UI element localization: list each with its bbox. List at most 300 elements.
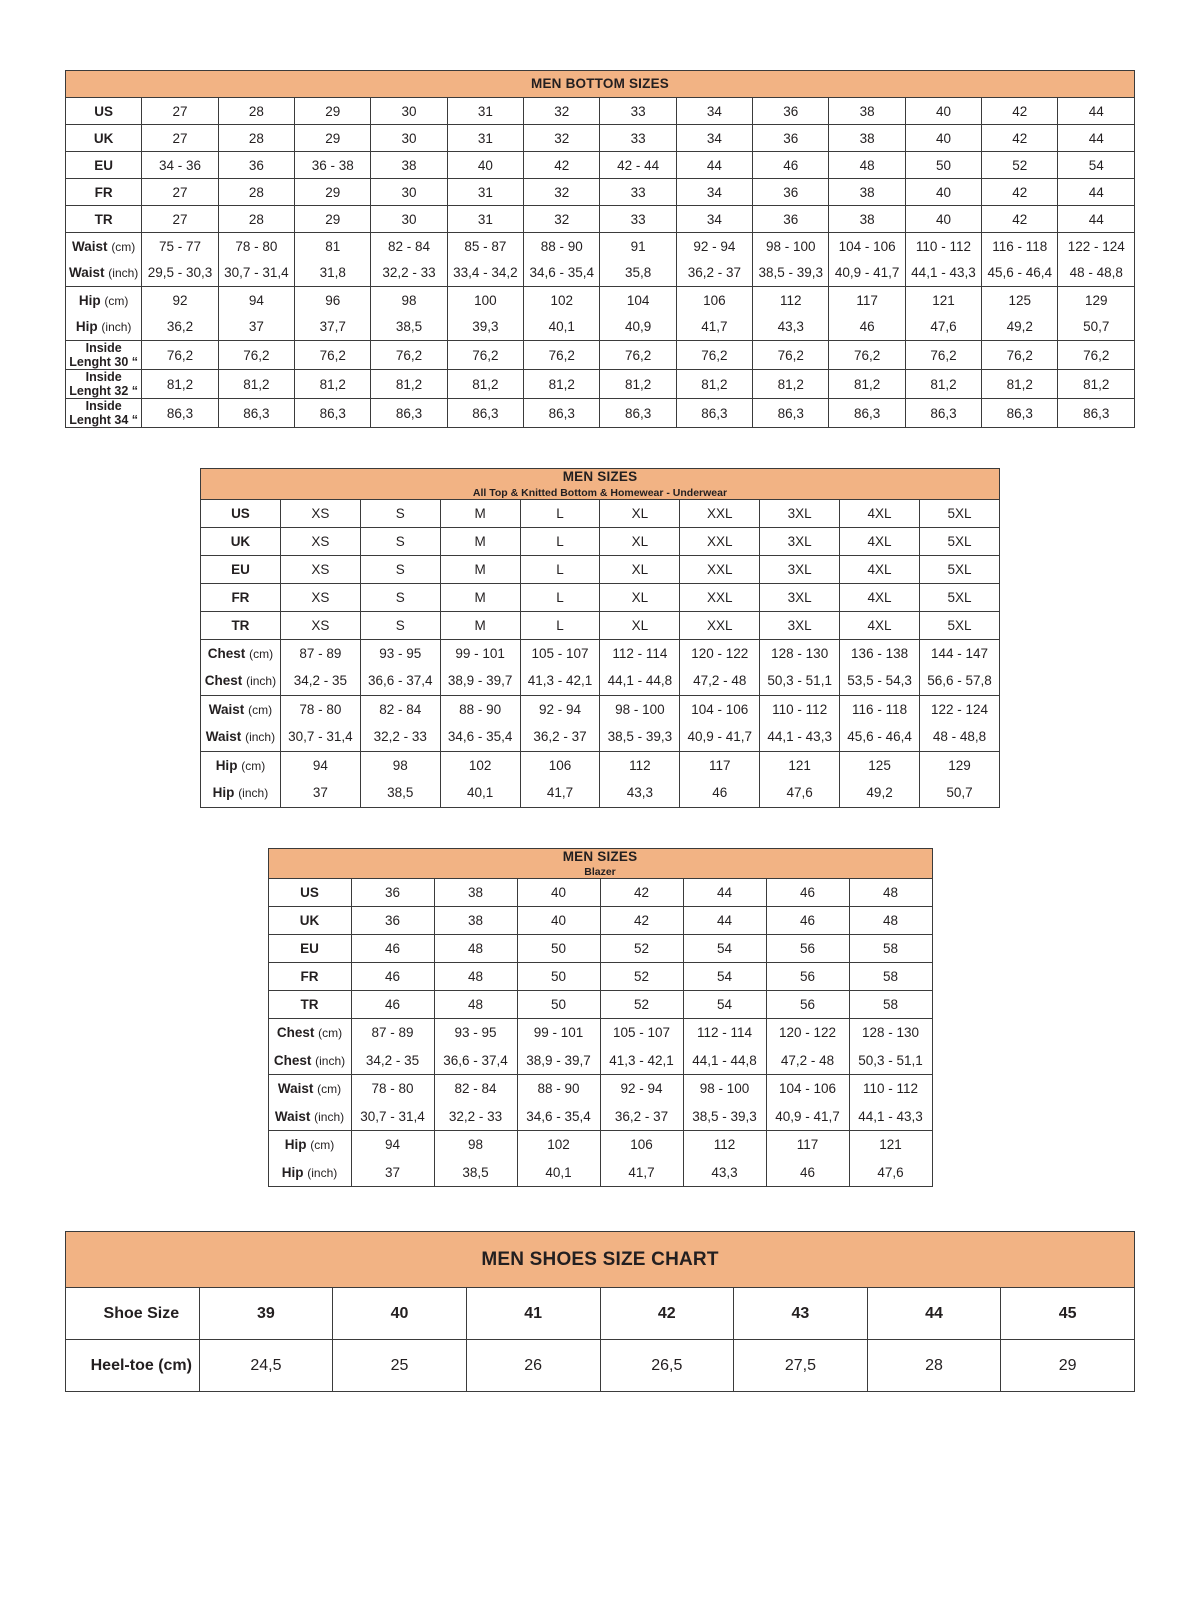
cell: 104	[600, 287, 676, 314]
cell: 38,9 - 39,7	[440, 667, 520, 695]
row-label-unit: (inch)	[315, 1053, 346, 1068]
cell: L	[520, 527, 600, 555]
cell: L	[520, 583, 600, 611]
cell: 24,5	[199, 1340, 333, 1392]
cell: 56	[766, 935, 849, 963]
table-subtitle: Blazer	[584, 866, 616, 879]
cell: 46	[766, 907, 849, 935]
cell: 28	[218, 98, 294, 125]
row-label-waist-inch	[66, 260, 142, 287]
row-label-waist-cm	[201, 695, 281, 723]
cell: 44	[683, 907, 766, 935]
cell: 120 - 122	[766, 1019, 849, 1047]
cell: 38	[829, 98, 905, 125]
cell: 102	[517, 1131, 600, 1159]
table-row	[66, 399, 1135, 428]
cell: 98 - 100	[753, 233, 829, 260]
cell: 106	[676, 287, 752, 314]
cell: 112	[683, 1131, 766, 1159]
cell: 44	[1058, 98, 1135, 125]
cell: 93 - 95	[360, 639, 440, 667]
cell: 40	[905, 98, 981, 125]
row-label-waist-cm	[66, 233, 142, 260]
cell: 44	[676, 152, 752, 179]
cell: 46	[351, 991, 434, 1019]
cell: 129	[1058, 287, 1135, 314]
cell: 29	[295, 125, 371, 152]
cell: XL	[600, 527, 680, 555]
cell: 34,2 - 35	[351, 1047, 434, 1075]
cell: 3XL	[760, 527, 840, 555]
cell: 42	[600, 1288, 734, 1340]
cell: M	[440, 527, 520, 555]
table-row	[66, 1340, 1135, 1392]
cell: 94	[280, 751, 360, 779]
cell: 42	[982, 125, 1058, 152]
cell: 43,3	[753, 314, 829, 341]
row-label-text: Chest	[273, 1052, 312, 1068]
cell: 31	[447, 206, 523, 233]
cell: 99 - 101	[440, 639, 520, 667]
cell: 86,3	[1058, 399, 1135, 428]
cell: 48	[829, 152, 905, 179]
cell: 48	[434, 935, 517, 963]
cell: 40	[517, 907, 600, 935]
table-row	[268, 991, 932, 1019]
row-label-inside-length-30: Inside Lenght 30 “	[66, 341, 142, 370]
row-label-text: Waist	[72, 238, 108, 254]
row-label-text: Hip	[75, 319, 98, 335]
row-label-tr: TR	[268, 991, 351, 1019]
cell: S	[360, 527, 440, 555]
cell: 50,7	[1058, 314, 1135, 341]
cell: 50,7	[920, 779, 1000, 807]
cell: 86,3	[295, 399, 371, 428]
cell: 81,2	[295, 370, 371, 399]
cell: 76,2	[371, 341, 447, 370]
cell: 30	[371, 179, 447, 206]
row-label-unit: (cm)	[249, 646, 274, 661]
cell: 46	[351, 935, 434, 963]
cell: 128 - 130	[760, 639, 840, 667]
row-label-uk: UK	[268, 907, 351, 935]
cell: 78 - 80	[351, 1075, 434, 1103]
row-label-eu: EU	[268, 935, 351, 963]
cell: 38	[371, 152, 447, 179]
table-row	[66, 287, 1135, 314]
table-men-sizes-blazer	[268, 848, 933, 1188]
cell: 3XL	[760, 583, 840, 611]
row-label-unit: (inch)	[246, 674, 277, 689]
cell: XS	[280, 583, 360, 611]
cell: 4XL	[840, 583, 920, 611]
row-label-waist-cm	[268, 1075, 351, 1103]
cell: 88 - 90	[524, 233, 600, 260]
cell: 52	[982, 152, 1058, 179]
table-row	[66, 260, 1135, 287]
row-label-chest-inch	[268, 1047, 351, 1075]
cell: 33,4 - 34,2	[447, 260, 523, 287]
cell: 58	[849, 991, 932, 1019]
cell: 33	[600, 179, 676, 206]
cell: 116 - 118	[840, 695, 920, 723]
cell: 86,3	[905, 399, 981, 428]
cell: 44,1 - 43,3	[849, 1103, 932, 1131]
table-title	[201, 469, 1000, 500]
table-row	[268, 879, 932, 907]
cell: 53,5 - 54,3	[840, 667, 920, 695]
row-label-unit: (inch)	[314, 1109, 345, 1124]
cell: 38,5	[434, 1159, 517, 1187]
cell: 42	[600, 907, 683, 935]
row-label-fr: FR	[66, 179, 142, 206]
table-row	[268, 1019, 932, 1047]
cell: 36	[753, 206, 829, 233]
row-label-hip-cm	[66, 287, 142, 314]
cell: 27	[142, 125, 218, 152]
cell: 76,2	[982, 341, 1058, 370]
table-row	[268, 935, 932, 963]
cell: 104 - 106	[680, 695, 760, 723]
cell: 40,1	[440, 779, 520, 807]
cell: 129	[920, 751, 1000, 779]
row-label-unit: (inch)	[101, 320, 132, 335]
cell: 31,8	[295, 260, 371, 287]
cell: 28	[218, 125, 294, 152]
cell: 76,2	[753, 341, 829, 370]
cell: 38	[829, 125, 905, 152]
cell: 81,2	[142, 370, 218, 399]
cell: 42	[982, 179, 1058, 206]
cell: 52	[600, 991, 683, 1019]
cell: 40,1	[524, 314, 600, 341]
cell: 92	[142, 287, 218, 314]
cell: 98	[434, 1131, 517, 1159]
cell: 58	[849, 935, 932, 963]
cell: 106	[600, 1131, 683, 1159]
cell: XS	[280, 527, 360, 555]
row-label-tr: TR	[66, 206, 142, 233]
cell: 28	[218, 179, 294, 206]
cell: 30,7 - 31,4	[351, 1103, 434, 1131]
cell: 122 - 124	[920, 695, 1000, 723]
row-label-text: Waist	[205, 729, 242, 745]
cell: 38	[829, 179, 905, 206]
cell: 40,9 - 41,7	[766, 1103, 849, 1131]
cell: 81,2	[905, 370, 981, 399]
cell: 45	[1001, 1288, 1135, 1340]
cell: 47,6	[849, 1159, 932, 1187]
row-label-waist-inch	[201, 723, 281, 751]
cell: 86,3	[676, 399, 752, 428]
cell: 36	[351, 879, 434, 907]
cell: 40	[333, 1288, 467, 1340]
table-title-text: MEN SIZES	[562, 469, 638, 484]
table-row	[66, 206, 1135, 233]
cell: 76,2	[600, 341, 676, 370]
cell: 29	[295, 98, 371, 125]
cell: 85 - 87	[447, 233, 523, 260]
cell: 44,1 - 44,8	[600, 667, 680, 695]
cell: 102	[440, 751, 520, 779]
cell: 47,2 - 48	[766, 1047, 849, 1075]
table-row	[201, 499, 1000, 527]
cell: 56,6 - 57,8	[920, 667, 1000, 695]
cell: 54	[683, 963, 766, 991]
table-men-shoes	[65, 1231, 1135, 1392]
cell: 36 - 38	[295, 152, 371, 179]
cell: 78 - 80	[280, 695, 360, 723]
cell: 39	[199, 1288, 333, 1340]
table-row	[66, 1288, 1135, 1340]
cell: XXL	[680, 555, 760, 583]
cell: 136 - 138	[840, 639, 920, 667]
cell: 86,3	[218, 399, 294, 428]
cell: 82 - 84	[371, 233, 447, 260]
cell: 4XL	[840, 499, 920, 527]
cell: 121	[905, 287, 981, 314]
row-label-unit: (cm)	[104, 293, 129, 308]
cell: 54	[1058, 152, 1135, 179]
cell: 94	[351, 1131, 434, 1159]
cell: 36,2 - 37	[600, 1103, 683, 1131]
cell: XL	[600, 555, 680, 583]
row-label-text: Hip	[215, 757, 238, 773]
cell: 105 - 107	[600, 1019, 683, 1047]
cell: 29	[1001, 1340, 1135, 1392]
cell: XS	[280, 611, 360, 639]
cell: 52	[600, 963, 683, 991]
table-row	[66, 314, 1135, 341]
cell: 30,7 - 31,4	[218, 260, 294, 287]
cell: 48 - 48,8	[1058, 260, 1135, 287]
cell: 75 - 77	[142, 233, 218, 260]
cell: 86,3	[600, 399, 676, 428]
cell: 81,2	[753, 370, 829, 399]
row-label-us: US	[201, 499, 281, 527]
table-row	[268, 1159, 932, 1187]
row-label-unit: (cm)	[248, 702, 273, 717]
cell: 76,2	[905, 341, 981, 370]
cell: 40,9	[600, 314, 676, 341]
cell: 45,6 - 46,4	[840, 723, 920, 751]
cell: 76,2	[524, 341, 600, 370]
cell: 38,5 - 39,3	[683, 1103, 766, 1131]
table-men-bottom-sizes	[65, 70, 1135, 428]
cell: 26	[466, 1340, 600, 1392]
table-title-row	[268, 848, 932, 879]
cell: 56	[766, 963, 849, 991]
table-row	[201, 723, 1000, 751]
cell: S	[360, 499, 440, 527]
cell: 116 - 118	[982, 233, 1058, 260]
cell: 50,3 - 51,1	[760, 667, 840, 695]
cell: 41,3 - 42,1	[600, 1047, 683, 1075]
cell: 86,3	[829, 399, 905, 428]
row-label-text: Waist	[274, 1108, 311, 1124]
row-label-text: Hip	[281, 1164, 304, 1180]
cell: 34,6 - 35,4	[517, 1103, 600, 1131]
cell: 86,3	[371, 399, 447, 428]
cell: 38,5	[371, 314, 447, 341]
cell: M	[440, 611, 520, 639]
cell: 29	[295, 206, 371, 233]
cell: 98 - 100	[600, 695, 680, 723]
cell: 112	[753, 287, 829, 314]
table-row	[268, 1047, 932, 1075]
cell: 52	[600, 935, 683, 963]
cell: 33	[600, 125, 676, 152]
table-row	[201, 695, 1000, 723]
cell: 3XL	[760, 499, 840, 527]
cell: 3XL	[760, 611, 840, 639]
cell: 40	[447, 152, 523, 179]
cell: 40,9 - 41,7	[829, 260, 905, 287]
cell: 50	[905, 152, 981, 179]
cell: 46	[351, 963, 434, 991]
cell: 27	[142, 179, 218, 206]
table-row	[268, 1103, 932, 1131]
cell: 50	[517, 935, 600, 963]
row-label-us: US	[268, 879, 351, 907]
cell: 30,7 - 31,4	[280, 723, 360, 751]
cell: M	[440, 555, 520, 583]
cell: 76,2	[295, 341, 371, 370]
cell: 54	[683, 991, 766, 1019]
table-row	[66, 125, 1135, 152]
cell: 34	[676, 179, 752, 206]
cell: 122 - 124	[1058, 233, 1135, 260]
cell: 48	[434, 963, 517, 991]
cell: 41,7	[676, 314, 752, 341]
cell: 36,6 - 37,4	[360, 667, 440, 695]
cell: 40,1	[517, 1159, 600, 1187]
cell: 105 - 107	[520, 639, 600, 667]
cell: XXL	[680, 527, 760, 555]
cell: 40	[905, 179, 981, 206]
cell: 92 - 94	[676, 233, 752, 260]
cell: 36	[753, 98, 829, 125]
cell: 4XL	[840, 555, 920, 583]
cell: L	[520, 611, 600, 639]
table-row	[201, 527, 1000, 555]
row-label-unit: (cm)	[241, 758, 266, 773]
table-row	[268, 963, 932, 991]
table-row	[66, 370, 1135, 399]
cell: 4XL	[840, 527, 920, 555]
cell: XXL	[680, 499, 760, 527]
table-row	[66, 341, 1135, 370]
cell: 81,2	[447, 370, 523, 399]
cell: 125	[982, 287, 1058, 314]
cell: 38	[829, 206, 905, 233]
cell: 5XL	[920, 499, 1000, 527]
row-label-text: Chest	[276, 1025, 315, 1041]
cell: 76,2	[676, 341, 752, 370]
cell: 34,6 - 35,4	[440, 723, 520, 751]
cell: S	[360, 555, 440, 583]
row-label-unit: (cm)	[318, 1026, 343, 1041]
cell: XS	[280, 499, 360, 527]
row-label-uk: UK	[66, 125, 142, 152]
table-row	[268, 1131, 932, 1159]
table-row	[268, 1075, 932, 1103]
cell: 92 - 94	[600, 1075, 683, 1103]
cell: XXL	[680, 583, 760, 611]
cell: 30	[371, 125, 447, 152]
cell: 37,7	[295, 314, 371, 341]
table-row	[66, 98, 1135, 125]
cell: 38	[434, 879, 517, 907]
cell: XS	[280, 555, 360, 583]
cell: 36	[753, 179, 829, 206]
cell: 117	[829, 287, 905, 314]
table-title: MEN BOTTOM SIZES	[66, 71, 1135, 98]
cell: XL	[600, 499, 680, 527]
table-row	[201, 779, 1000, 807]
table-title	[268, 848, 932, 879]
cell: 47,2 - 48	[680, 667, 760, 695]
cell: 81	[295, 233, 371, 260]
cell: 42	[982, 98, 1058, 125]
cell: 48	[434, 991, 517, 1019]
cell: 48	[849, 879, 932, 907]
cell: XL	[600, 611, 680, 639]
cell: 45,6 - 46,4	[982, 260, 1058, 287]
table-title: MEN SHOES SIZE CHART	[66, 1232, 1135, 1288]
cell: 81,2	[371, 370, 447, 399]
cell: 42	[524, 152, 600, 179]
table-row	[201, 751, 1000, 779]
row-label-unit: (cm)	[310, 1138, 335, 1153]
table-title-text: MEN SIZES	[562, 848, 638, 864]
row-label-eu: EU	[66, 152, 142, 179]
cell: 49,2	[982, 314, 1058, 341]
cell: 92 - 94	[520, 695, 600, 723]
cell: 96	[295, 287, 371, 314]
cell: 42	[600, 879, 683, 907]
cell: 34 - 36	[142, 152, 218, 179]
cell: 82 - 84	[360, 695, 440, 723]
cell: 100	[447, 287, 523, 314]
cell: 76,2	[218, 341, 294, 370]
cell: 40	[517, 879, 600, 907]
cell: 36,2 - 37	[676, 260, 752, 287]
cell: 76,2	[142, 341, 218, 370]
cell: 36	[218, 152, 294, 179]
cell: 38,5	[360, 779, 440, 807]
cell: 38	[434, 907, 517, 935]
cell: 26,5	[600, 1340, 734, 1392]
cell: 87 - 89	[280, 639, 360, 667]
cell: 86,3	[753, 399, 829, 428]
cell: 27,5	[734, 1340, 868, 1392]
cell: 34	[676, 206, 752, 233]
cell: 32,2 - 33	[360, 723, 440, 751]
cell: 44,1 - 44,8	[683, 1047, 766, 1075]
cell: 81,2	[829, 370, 905, 399]
cell: 5XL	[920, 611, 1000, 639]
cell: 81,2	[524, 370, 600, 399]
cell: 25	[333, 1340, 467, 1392]
row-label-unit: (inch)	[245, 730, 276, 745]
cell: 102	[524, 287, 600, 314]
row-label-inside-length-32: Inside Lenght 32 “	[66, 370, 142, 399]
table-row	[201, 667, 1000, 695]
cell: 28	[867, 1340, 1001, 1392]
cell: 36,2	[142, 314, 218, 341]
row-label-fr: FR	[268, 963, 351, 991]
